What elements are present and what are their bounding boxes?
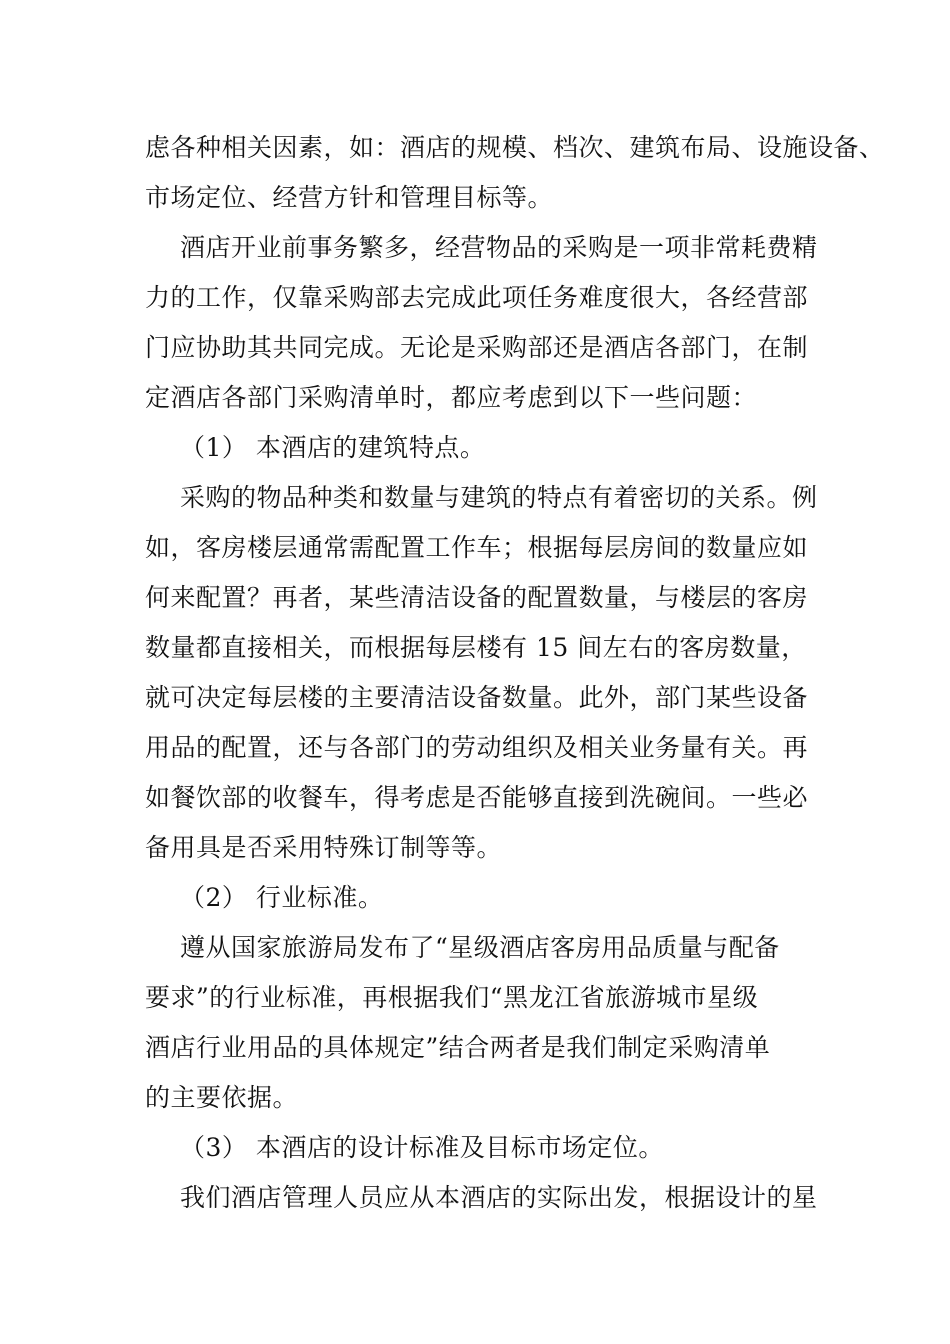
section-heading-3: （3） 本酒店的设计标准及目标市场定位。 <box>180 1133 664 1162</box>
text-line: 备用具是否采用特殊订制等等。 <box>145 833 503 862</box>
text-line: 如，客房楼层通常需配置工作车；根据每层房间的数量应如 <box>145 533 809 562</box>
text-line: 就可决定每层楼的主要清洁设备数量。此外，部门某些设备 <box>145 683 809 712</box>
text-line: 要求”的行业标准，再根据我们“黑龙江省旅游城市星级 <box>145 983 759 1012</box>
text-line: 虑各种相关因素，如：酒店的规模、档次、建筑布局、设施设备、 <box>145 133 885 162</box>
text-line: 市场定位、经营方针和管理目标等。 <box>145 183 554 212</box>
text-line: 定酒店各部门采购清单时，都应考虑到以下一些问题： <box>145 383 758 412</box>
text-line: 数量都直接相关，而根据每层楼有 15 间左右的客房数量， <box>145 633 807 662</box>
paragraph-start: 酒店开业前事务繁多，经营物品的采购是一项非常耗费精 <box>180 233 818 262</box>
text-line: 的主要依据。 <box>145 1083 299 1112</box>
paragraph-start: 遵从国家旅游局发布了“星级酒店客房用品质量与配备 <box>180 933 780 962</box>
text-line: 酒店行业用品的具体规定”结合两者是我们制定采购清单 <box>145 1033 771 1062</box>
paragraph-start: 我们酒店管理人员应从本酒店的实际出发，根据设计的星 <box>180 1183 818 1212</box>
text-line: 力的工作，仅靠采购部去完成此项任务难度很大，各经营部 <box>145 283 809 312</box>
paragraph-start: 采购的物品种类和数量与建筑的特点有着密切的关系。例 <box>180 483 818 512</box>
text-line: 门应协助其共同完成。无论是采购部还是酒店各部门，在制 <box>145 333 809 362</box>
section-heading-1: （1） 本酒店的建筑特点。 <box>180 433 486 462</box>
section-heading-2: （2） 行业标准。 <box>180 883 384 912</box>
text-line: 如餐饮部的收餐车，得考虑是否能够直接到洗碗间。一些必 <box>145 783 809 812</box>
text-line: 何来配置？再者，某些清洁设备的配置数量，与楼层的客房 <box>145 583 809 612</box>
text-line: 用品的配置，还与各部门的劳动组织及相关业务量有关。再 <box>145 733 809 762</box>
